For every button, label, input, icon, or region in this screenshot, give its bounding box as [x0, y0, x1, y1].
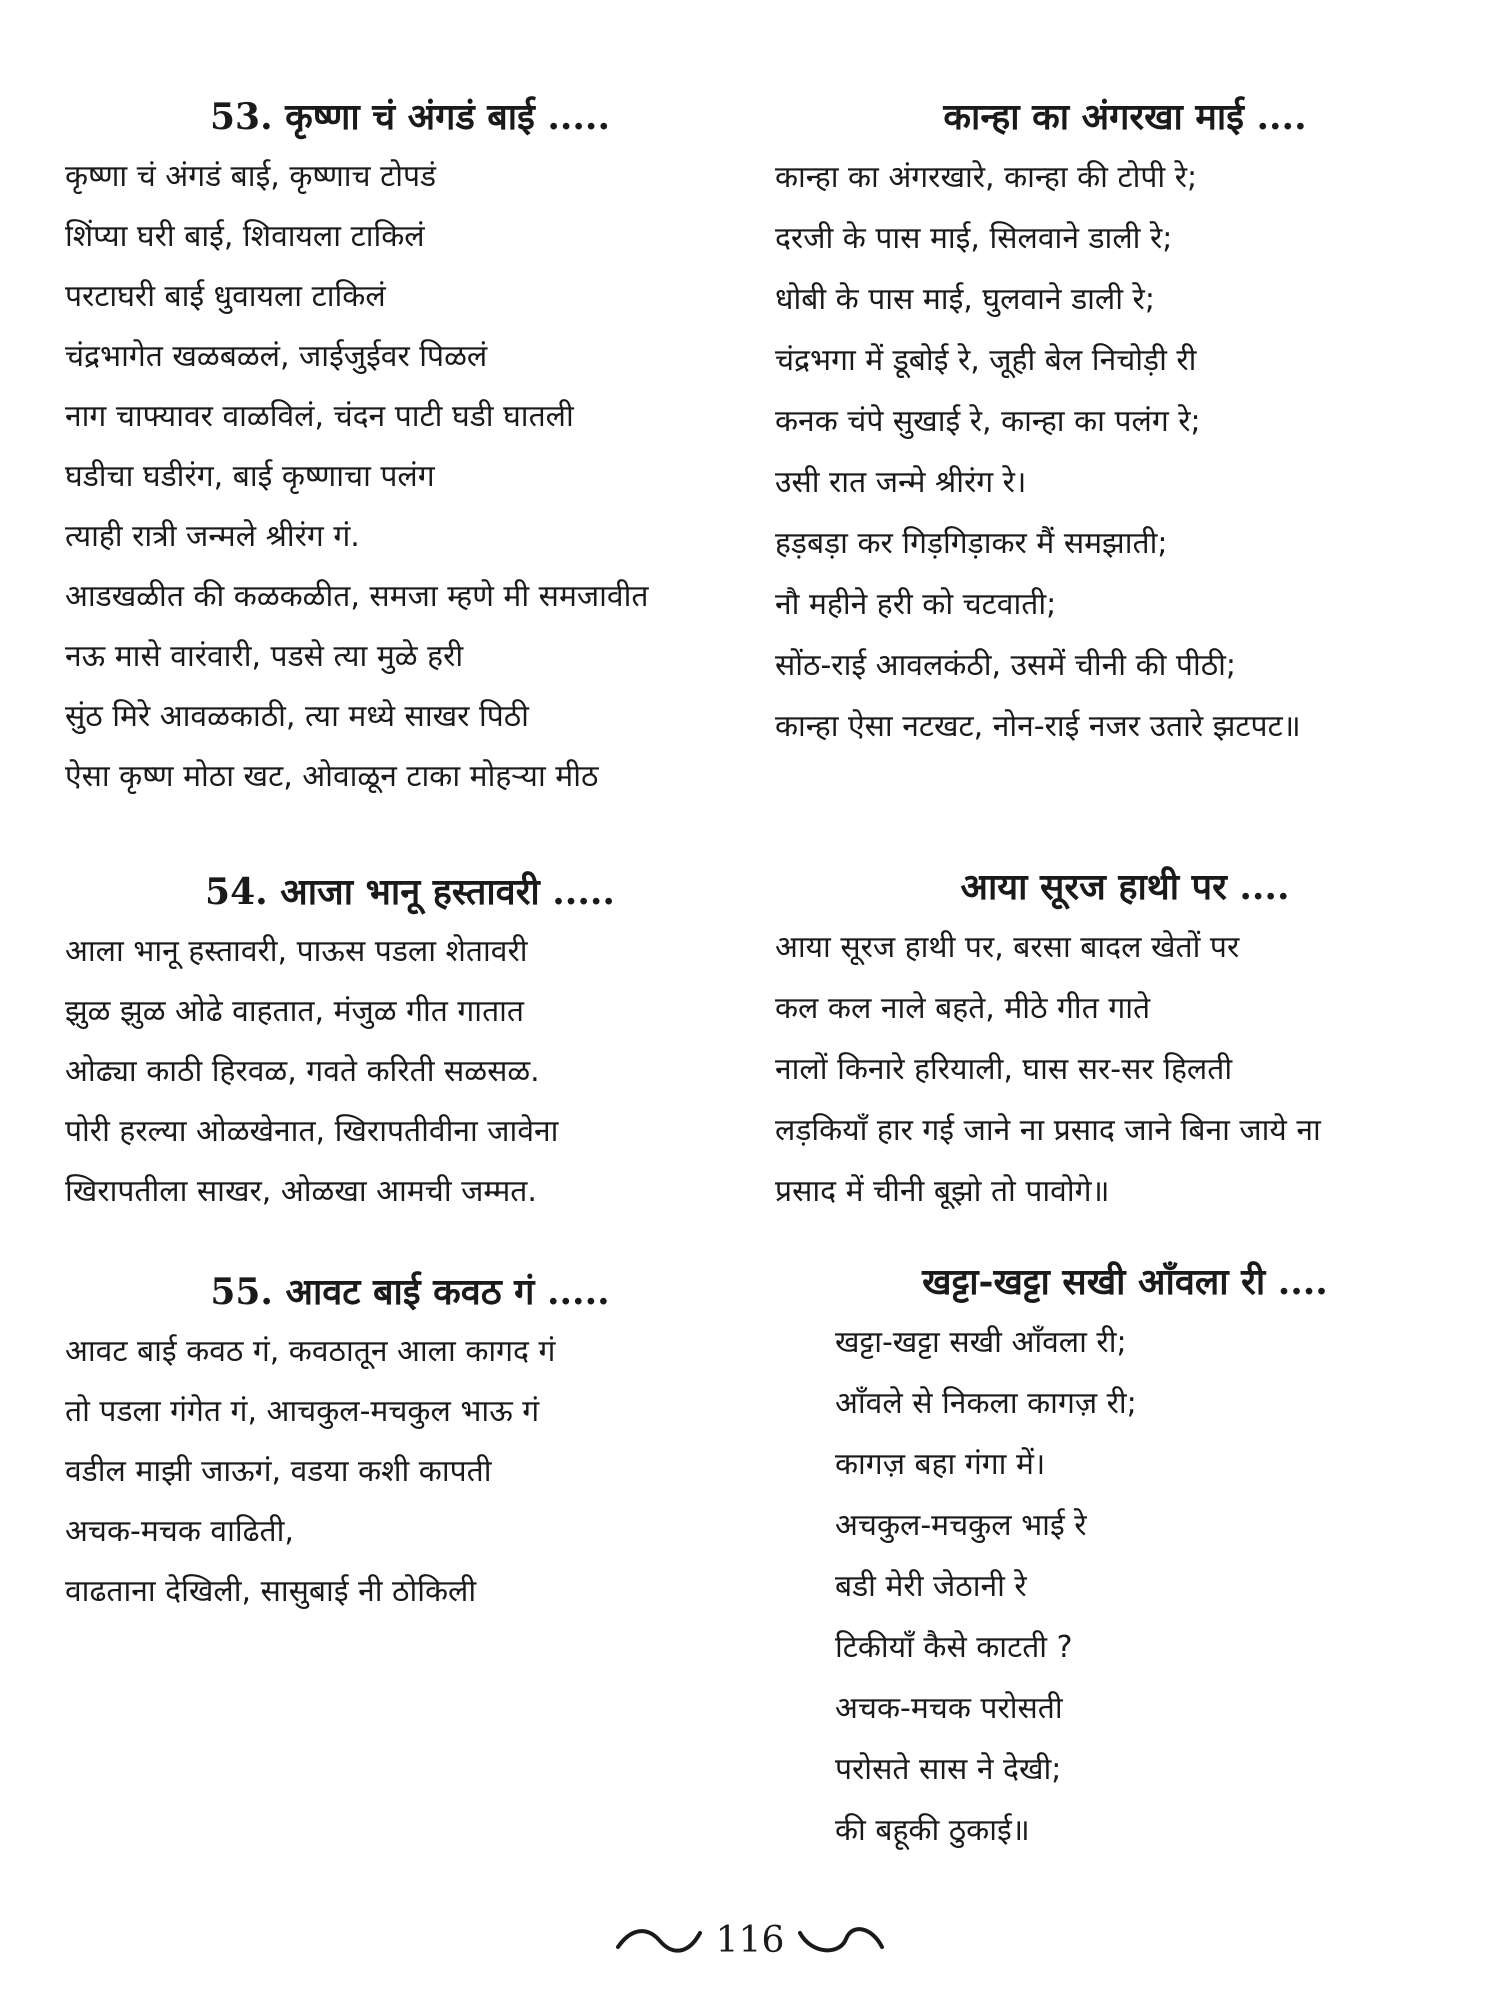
verse-line: बडी मेरी जेठानी रे — [835, 1569, 1027, 1604]
verse-line: शिंप्या घरी बाई, शिवायला टाकिलं — [65, 219, 425, 254]
verse-line: आया सूरज हाथी पर, बरसा बादल खेतों पर — [775, 930, 1240, 965]
song-title: 54. आजा भानू हस्तावरी ..... — [205, 871, 615, 913]
verse-line: वाढताना देखिली, सासुबाई नी ठोकिली — [65, 1574, 477, 1609]
verse-line: नऊ मासे वारंवारी, पडसे त्या मुळे हरी — [65, 639, 464, 674]
verse-line: अचकुल-मचकुल भाई रे — [835, 1508, 1087, 1543]
page-number: 116 — [715, 1919, 785, 1961]
song-title: 53. कृष्णा चं अंगडं बाई ..... — [209, 96, 610, 138]
song-suraj — [775, 865, 1475, 1222]
verse-line: चंद्रभागेत खळबळलं, जाईजुईवर पिळलं — [65, 339, 488, 374]
verse-line: परोसते सास ने देखी; — [835, 1752, 1062, 1787]
song-53 — [65, 95, 755, 807]
verse-line: कृष्णा चं अंगडं बाई, कृष्णाच टोपडं — [65, 159, 437, 194]
song-title: आया सूरज हाथी पर .... — [960, 866, 1290, 908]
verse-line: कान्हा ऐसा नटखट, नोन-राई नजर उतारे झटपट॥ — [775, 709, 1301, 744]
verse-line: उसी रात जन्मे श्रीरंग रे। — [775, 465, 1027, 500]
verse-line: अचक-मचक वाढिती, — [65, 1514, 294, 1549]
verse-line: आवट बाई कवठ गं, कवठातून आला कागद गं — [65, 1334, 556, 1369]
verse-line: कान्हा का अंगरखारे, कान्हा की टोपी रे; — [775, 160, 1198, 195]
verse-line: परटाघरी बाई धुवायला टाकिलं — [65, 279, 386, 314]
song-kanha — [775, 95, 1475, 757]
song-khatta — [775, 1260, 1475, 1861]
verse-line: धोबी के पास माई, घुलवाने डाली रे; — [775, 282, 1155, 317]
verse-line: अचक-मचक परोसती — [835, 1691, 1063, 1726]
verse-line: आडखळीत की कळकळीत, समजा म्हणे मी समजावीत — [65, 579, 649, 614]
verse-line: त्याही रात्री जन्मले श्रीरंग गं. — [65, 519, 360, 554]
verse-line: टिकीयाँ कैसे काटती ? — [835, 1630, 1073, 1665]
verse-line: कागज़ बहा गंगा में। — [835, 1447, 1046, 1482]
verse-line: की बहूकी ठुकाई॥ — [835, 1813, 1030, 1848]
verse-line: नाग चाफ्यावर वाळविलं, चंदन पाटी घडी घातली — [65, 399, 574, 434]
verse-line: खिरापतीला साखर, ओळखा आमची जम्मत. — [65, 1174, 537, 1209]
verse-line: ऐसा कृष्ण मोठा खट, ओवाळून टाका मोहऱ्या मीठ — [65, 759, 599, 794]
verse-line: कनक चंपे सुखाई रे, कान्हा का पलंग रे; — [775, 404, 1201, 439]
verse-line: ओढ्या काठी हिरवळ, गवते करिती सळसळ. — [65, 1054, 540, 1089]
song-title: 55. आवट बाई कवठ गं ..... — [210, 1271, 610, 1313]
verse-line: खट्टा-खट्टा सखी आँवला री; — [835, 1325, 1127, 1360]
verse-line: वडील माझी जाऊगं, वडया कशी कापती — [65, 1454, 492, 1489]
tilde-ornament-right-icon — [796, 1925, 886, 1955]
verse-line: सोंठ-राई आवलकंठी, उसमें चीनी की पीठी; — [775, 648, 1237, 683]
tilde-ornament-left-icon — [614, 1925, 704, 1955]
verse-line: घडीचा घडीरंग, बाई कृष्णाचा पलंग — [65, 459, 435, 494]
verse-line: आँवले से निकला कागज़ री; — [835, 1386, 1137, 1421]
song-title: खट्टा-खट्टा सखी आँवला री .... — [922, 1261, 1328, 1303]
verse-line: कल कल नाले बहते, मीठे गीत गाते — [775, 991, 1151, 1026]
verse-line: नौ महीने हरी को चटवाती; — [775, 587, 1057, 622]
verse-line: तो पडला गंगेत गं, आचकुल-मचकुल भाऊ गं — [65, 1394, 540, 1429]
page-footer — [0, 1910, 1500, 1970]
verse-line: झुळ झुळ ओढे वाहतात, मंजुळ गीत गातात — [65, 994, 525, 1029]
verse-line: दरजी के पास माई, सिलवाने डाली रे; — [775, 221, 1173, 256]
song-54 — [65, 870, 755, 1222]
verse-line: सुंठ मिरे आवळकाठी, त्या मध्ये साखर पिठी — [65, 699, 529, 734]
verse-line: लड़कियाँ हार गई जाने ना प्रसाद जाने बिना जाये ना — [775, 1113, 1321, 1148]
verse-line: हड़बड़ा कर गिड़गिड़ाकर मैं समझाती; — [775, 526, 1168, 561]
song-55 — [65, 1270, 755, 1622]
verse-line: पोरी हरल्या ओळखेनात, खिरापतीवीना जावेना — [65, 1114, 559, 1149]
verse-line: आला भानू हस्तावरी, पाऊस पडला शेतावरी — [65, 934, 528, 969]
verse-line: चंद्रभगा में डूबोई रे, जूही बेल निचोड़ी री — [775, 343, 1197, 378]
verse-line: प्रसाद में चीनी बूझो तो पावोगे॥ — [775, 1174, 1110, 1209]
verse-line: नालों किनारे हरियाली, घास सर-सर हिलती — [775, 1052, 1233, 1087]
song-title: कान्हा का अंगरखा माई .... — [943, 96, 1307, 138]
